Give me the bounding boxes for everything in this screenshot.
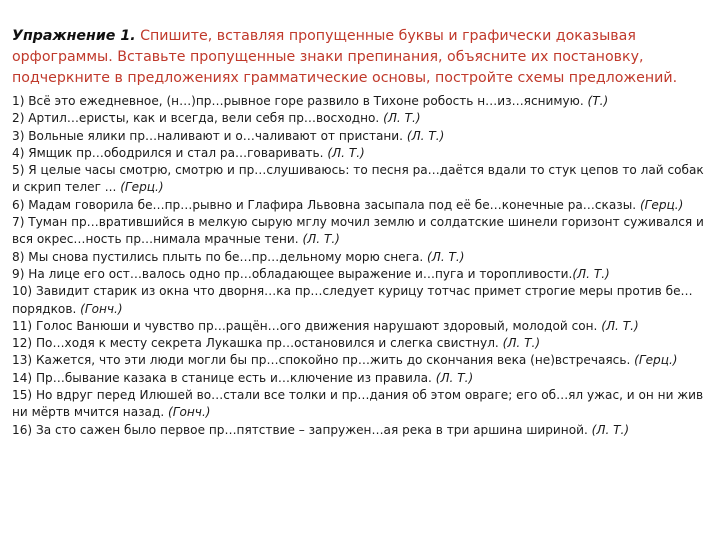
sentence-item [12,162,708,197]
sentence-text: 4) Ямщик пр…ободрился и стал ра…говаривать. [12,145,328,160]
sentence-source: (Герц.) [120,180,164,195]
sentence-text: 16) За сто сажен было первое пр…пятствие – запружен…ая река в три аршина шириной. [12,422,592,437]
sentence-source: (Герц.) [639,197,684,212]
sentence-item [12,335,708,352]
sentence-list [12,93,708,439]
sentence-source: (Л. Т.) [591,422,630,437]
sentence-item [12,370,708,387]
sentence-text: 2) Артил…ерисτы, как и всегда, вели себя пр…восходно. [12,111,384,126]
sentence-source: (Л. Т.) [427,249,465,264]
sentence-text: 5) Я целые часы смотрю, смотрю и пр…слушиваюсь: то песня ра…даётся вдали то стук цепов то лай собак и скрип телег ... [12,163,704,195]
sentence-source: (Л. Т.) [302,232,340,247]
sentence-item [12,93,708,110]
sentence-text: 14) Пр…бывание казака в станице есть и…ключение из правила. [12,370,436,385]
sentence-source: (Л. Т.) [406,128,445,143]
sentence-item [12,197,708,214]
sentence-item [12,249,708,266]
sentence-source: (Л. Т.) [327,145,365,160]
sentence-item [12,128,708,145]
sentence-item [12,352,708,369]
sentence-source: (Т.) [587,94,609,108]
sentence-text: 15) Но вдруг перед Илюшей во…стали все толки и пр…дания об этом овраге; его об…ял ужас, и он ни жив ни мёртв мчится назад. [12,388,704,420]
sentence-source: (Л. Т.) [601,318,639,333]
sentence-source: (Л. Т.) [502,336,541,351]
sentence-item [12,318,708,335]
sentence-source: (Гонч.) [80,301,123,316]
exercise-heading: Упражнение 1. [12,28,136,44]
sentence-text: 9) На лице его ост…валось одно пр…обладающее выражение и…пуга и торопливости. [12,266,573,281]
sentence-text: 10) Завидит старик из окна что дворня…ка пр…следует курицу тотчас примет строгие меры против бе…порядков. [12,284,693,316]
sentence-item [12,145,708,162]
sentence-text: 13) Кажется, что эти люди могли бы пр…спокойно пр…жить до скончания века (не)встречаясь. [12,353,635,368]
sentence-item [12,283,708,318]
sentence-source: (Герц.) [634,353,678,368]
sentence-text: 11) Голос Ванюши и чувство пр…ращён…ого движения нарушают здоровый, молодой сон. [12,318,602,333]
sentence-item [12,387,708,422]
sentence-source: (Л. Т.) [572,266,610,281]
sentence-item [12,214,708,249]
exercise-instruction-text: Спишите, вставляя пропущенные буквы и графически доказывая орфограммы. Вставьте пропущенные знаки препинания, объясните их постановку, подчеркните в предложениях грамматические основы, постройте схемы предложений. [12,28,678,86]
sentence-text: 12) По…ходя к месту секрета Лукашка пр…остановился и слегка свистнул. [12,336,503,351]
sentence-item [12,110,708,127]
sentence-item [12,422,708,439]
sentence-text: 8) Мы снова пустились плыть по бе…пр…дельному морю снега. [12,249,428,264]
sentence-source: (Л. Т.) [383,111,421,126]
sentence-text: 1) Всё это ежедневное, (н…)пр…рывное горе развило в Тихоне робость н…из…яснимую. [12,94,588,108]
sentence-text: 6) Мадам говорила бе…пр…рывно и Глафира Львовна засыпала под её бе…конечные ра…сказы. [12,197,640,212]
sentence-source: (Л. Т.) [435,370,474,385]
sentence-text: 3) Вольные ялики пр…наливают и о…чаливают от пристани. [12,128,407,143]
sentence-source: (Гонч.) [168,405,211,420]
sentence-text: 7) Туман пр…вратившийся в мелкую сырую мглу мочил землю и солдатские шинели горизонт суживался и вся окрес…ность пр…нимала мрачные тени. [12,215,704,247]
task-instruction [12,26,708,89]
sentence-item [12,266,708,283]
